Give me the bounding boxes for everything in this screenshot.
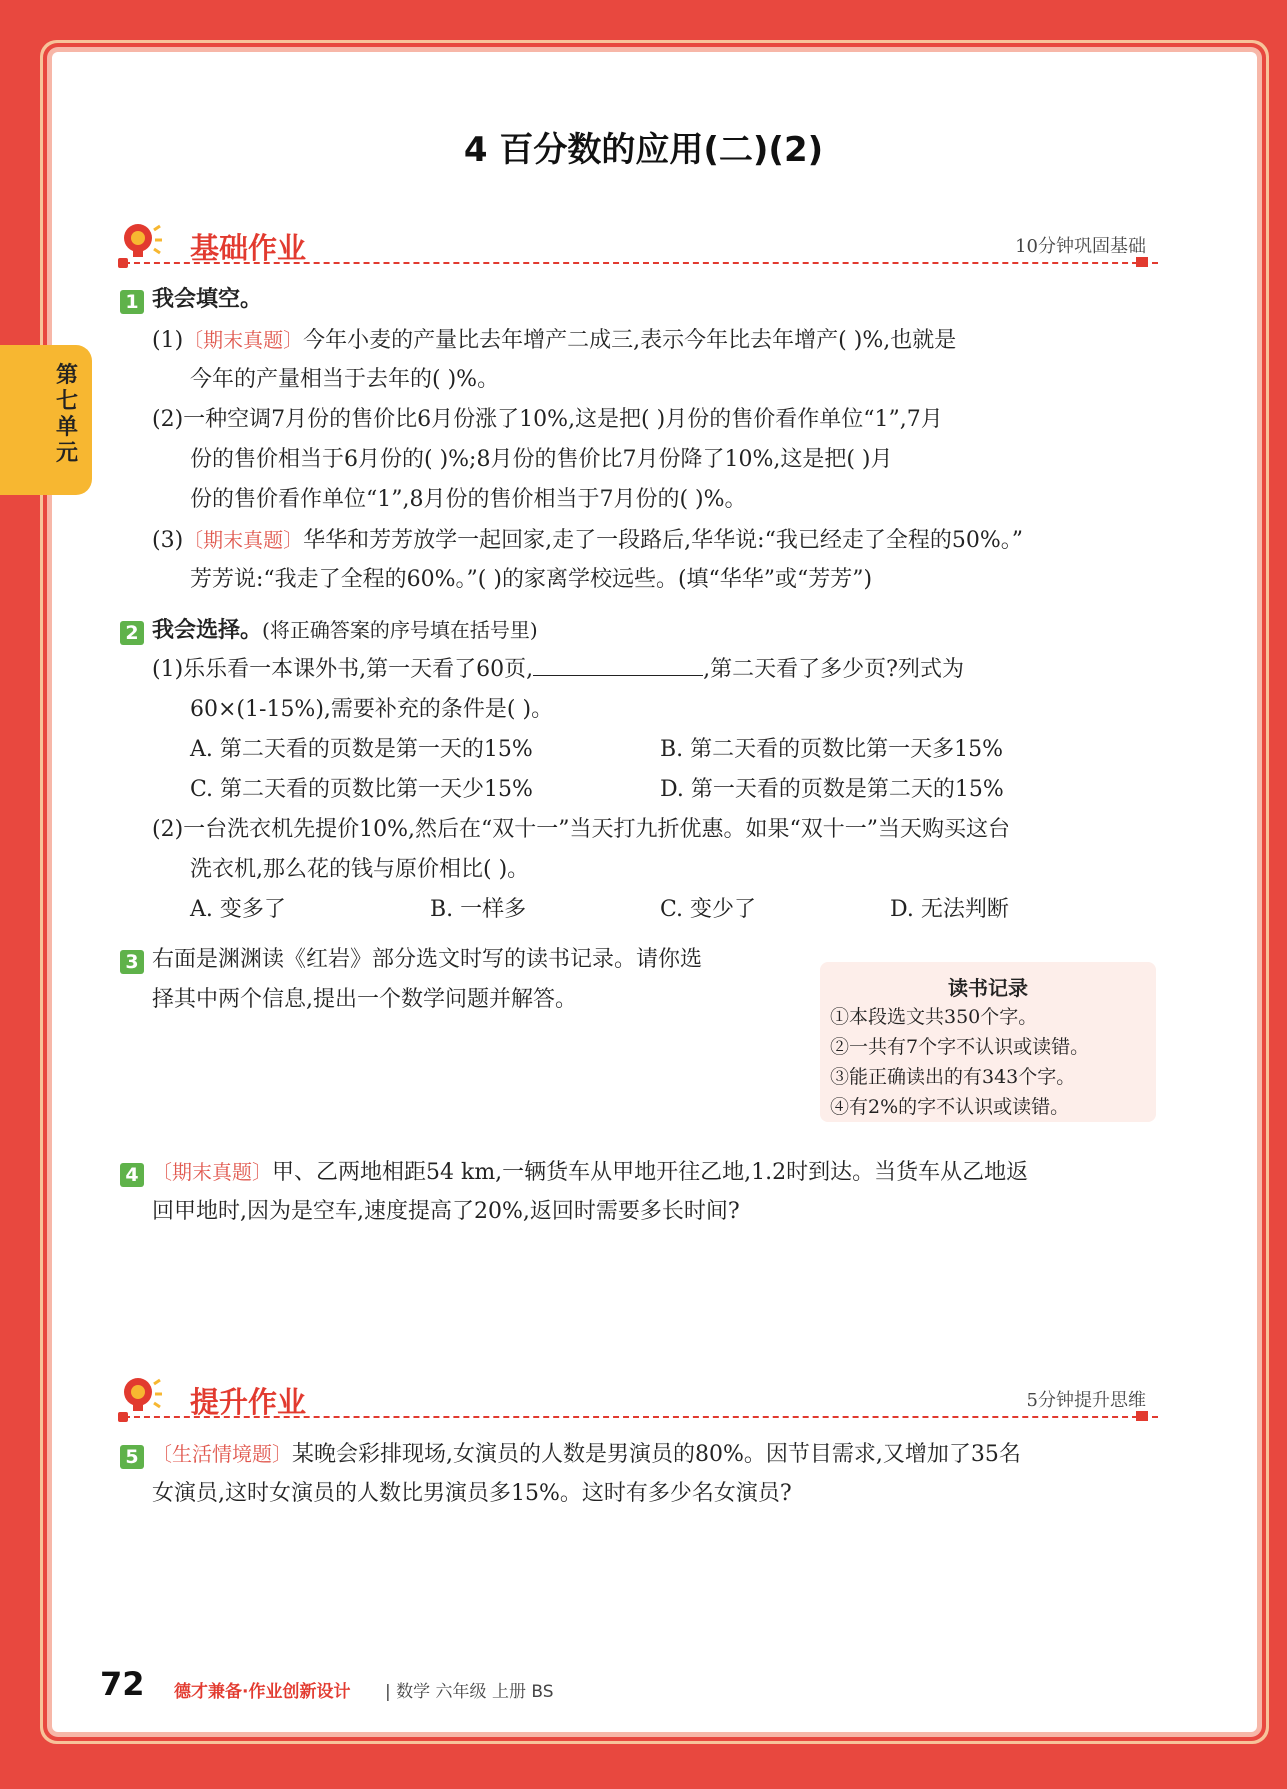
q2-line-2: 60×(1-15%),需要补充的条件是( )。: [190, 697, 554, 722]
section-divider: [124, 1416, 1158, 1418]
item-text: 右面是渊渊读《红岩》部分选文时写的读书记录。请你选: [152, 947, 703, 972]
item-text: (1)乐乐看一本课外书,第一天看了60页,: [152, 657, 534, 682]
record-item: ②一共有7个字不认识或读错。: [830, 1036, 1090, 1058]
answer-blank[interactable]: [533, 655, 703, 676]
section-line-end: [1136, 257, 1148, 267]
q1-line-7: 芳芳说:“我走了全程的60%。”( )的家离学校远些。(填“华华”或“芳芳”): [190, 567, 873, 592]
section-time-basic: 10分钟巩固基础: [1015, 236, 1146, 257]
item-number: (2): [152, 407, 184, 432]
record-item: ③能正确读出的有343个字。: [830, 1066, 1076, 1088]
option-a: A. 变多了: [190, 897, 286, 922]
question-number: 4: [120, 1163, 144, 1187]
q1-line-1: [152, 320, 956, 361]
lightbulb-icon: [118, 1372, 162, 1416]
question-number: 1: [120, 290, 144, 314]
reading-record-card: [820, 962, 1156, 1122]
q1-line-4: 份的售价相当于6月份的( )%;8月份的售价比7月份降了10%,这是把( )月: [190, 447, 893, 472]
option-d: D. 无法判断: [890, 897, 1009, 922]
section-header-basic: [118, 218, 1158, 270]
q2-line-1: [152, 650, 964, 690]
item-text: 一种空调7月份的售价比6月份涨了10%,这是把( )月份的售价看作单位“1”,7月: [183, 407, 943, 432]
q3-line-2: 择其中两个信息,提出一个数学问题并解答。: [152, 987, 577, 1012]
q1-line-6: [152, 520, 1023, 561]
record-item: ④有2%的字不认识或读错。: [830, 1096, 1070, 1118]
item-text: 某晚会彩排现场,女演员的人数是男演员的80%。因节目需求,又增加了35名: [292, 1442, 1021, 1467]
q2-line-4: 洗衣机,那么花的钱与原价相比( )。: [190, 857, 530, 882]
option-d: D. 第一天看的页数是第二天的15%: [660, 777, 1004, 802]
option-c: C. 第二天看的页数比第一天少15%: [190, 777, 533, 802]
page-number: 72: [100, 1665, 145, 1703]
q1-line-2: 今年的产量相当于去年的( )%。: [190, 367, 500, 392]
lightbulb-icon: [118, 218, 162, 262]
question-number: 3: [120, 950, 144, 974]
option-b: B. 第二天看的页数比第一天多15%: [660, 737, 1004, 762]
record-item: ①本段选文共350个字。: [830, 1006, 1038, 1028]
question-number: 2: [120, 621, 144, 645]
q2-line-3: (2)一台洗衣机先提价10%,然后在“双十一”当天打九折优惠。如果“双十一”当天购买这台: [152, 817, 1011, 842]
section-line-end: [1136, 1411, 1148, 1421]
section-time-advanced: 5分钟提升思维: [1026, 1390, 1146, 1411]
exam-tag: 〔期末真题〕: [183, 528, 304, 552]
item-text: 甲、乙两地相距54 km,一辆货车从甲地开往乙地,1.2时到达。当货车从乙地返: [272, 1160, 1029, 1185]
record-title: 读书记录: [948, 976, 1028, 1000]
option-b: B. 一样多: [430, 897, 527, 922]
unit-side-tab-label: 第七单元: [55, 363, 78, 466]
q5-line-2: 女演员,这时女演员的人数比男演员多15%。这时有多少名女演员?: [152, 1481, 792, 1506]
section-divider: [124, 262, 1158, 264]
exam-tag: 〔期末真题〕: [183, 328, 304, 352]
section-title-basic: 基础作业: [190, 231, 307, 265]
q1-line-5: 份的售价看作单位“1”,8月份的售价相当于7月份的( )%。: [190, 487, 747, 512]
page-title: 4 百分数的应用(二)(2): [463, 130, 824, 170]
q1-line-3: [152, 400, 943, 440]
book-brand: 德才兼备·作业创新设计: [174, 1682, 351, 1702]
option-c: C. 变少了: [660, 897, 757, 922]
question-heading: 我会填空。: [152, 287, 263, 312]
item-text: 今年小麦的产量比去年增产二成三,表示今年比去年增产( )%,也就是: [303, 328, 957, 353]
q4-line-2: 回甲地时,因为是空车,速度提高了20%,返回时需要多长时间?: [152, 1199, 740, 1224]
unit-side-tab: [0, 345, 92, 495]
question-number: 5: [120, 1445, 144, 1469]
section-header-advanced: [118, 1372, 1158, 1424]
section-title-advanced: 提升作业: [190, 1385, 307, 1419]
question-heading: 我会选择。: [152, 618, 263, 643]
question-note: (将正确答案的序号填在括号里): [262, 618, 538, 642]
context-tag: 〔生活情境题〕: [152, 1442, 292, 1466]
item-number: (1): [152, 328, 184, 353]
item-number: (3): [152, 528, 184, 553]
book-subject: | 数学 六年级 上册 BS: [385, 1682, 554, 1702]
item-text: ,第二天看了多少页?列式为: [703, 657, 964, 682]
option-a: A. 第二天看的页数是第一天的15%: [190, 737, 533, 762]
item-text: 华华和芳芳放学一起回家,走了一段路后,华华说:“我已经走了全程的50%。”: [303, 528, 1023, 553]
exam-tag: 〔期末真题〕: [152, 1160, 272, 1184]
